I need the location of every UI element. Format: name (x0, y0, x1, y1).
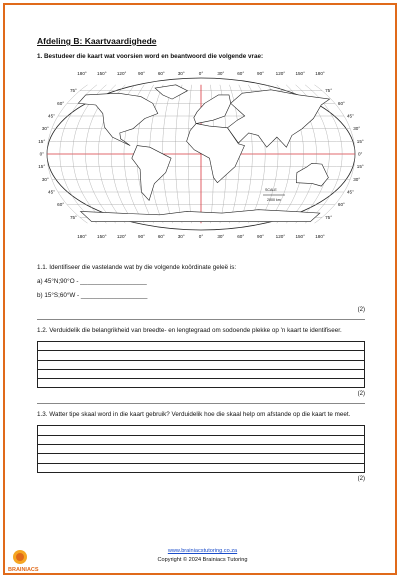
divider (37, 319, 365, 320)
question-1-2-marks: (2) (357, 391, 365, 398)
top-longitude-label: 90° (257, 71, 264, 76)
top-longitude-label: 180° (77, 71, 87, 76)
question-1-1-marks: (2) (357, 307, 365, 313)
answer-line[interactable] (38, 454, 364, 463)
left-latitude-label: 0° (39, 151, 44, 157)
answer-line[interactable] (38, 436, 364, 445)
right-latitude-label: 30° (353, 176, 361, 182)
scale-label: SCALE (265, 188, 277, 192)
world-map-graphic (37, 66, 365, 241)
right-latitude-label: 45° (347, 113, 354, 119)
bottom-longitude-label: 180° (77, 234, 87, 239)
logo-text: BRAINIACS (8, 567, 39, 573)
answer-line[interactable] (38, 361, 364, 370)
question-1-1-b: b) 15°S;60°W - ___________________ (37, 292, 148, 299)
website-link[interactable]: www.brainiacstutoring.co.za (167, 548, 238, 554)
answer-line[interactable] (38, 351, 364, 360)
answer-line[interactable] (38, 464, 364, 472)
bottom-longitude-label: 90° (257, 234, 264, 239)
answer-line[interactable] (38, 379, 364, 387)
left-latitude-label: 75° (69, 88, 77, 94)
question-1-prompt: 1. Bestudeer die kaart wat voorsien word en beantwoord die volgende vrae: (37, 53, 264, 60)
bottom-longitude-label: 120° (275, 234, 286, 239)
top-longitude-label: 150° (97, 71, 107, 76)
left-latitude-label: 75° (69, 214, 77, 220)
left-latitude-label: 45° (48, 189, 55, 195)
answer-line[interactable] (38, 370, 364, 379)
answer-line[interactable] (38, 426, 364, 435)
top-longitude-label: 30° (217, 71, 225, 76)
left-latitude-label: 30° (41, 176, 49, 182)
bottom-longitude-label: 30° (177, 234, 185, 239)
top-longitude-label: 120° (275, 71, 286, 76)
top-longitude-label: 150° (295, 71, 305, 76)
footer-copyright: Copyright © 2024 Brainiacs Tutoring (157, 557, 248, 563)
bottom-longitude-label: 60° (237, 234, 245, 239)
bottom-longitude-label: 120° (116, 234, 127, 239)
bottom-longitude-label: 90° (138, 234, 145, 239)
right-latitude-label: 30° (353, 126, 361, 132)
question-1-3-prompt: 1.3. Watter tipe skaal word in die kaart gebruik? Verduidelik hoe die skaal help om afstande op die kaart te meet. (37, 411, 351, 419)
top-longitude-label: 180° (315, 71, 325, 76)
left-latitude-label: 15° (38, 164, 46, 170)
right-latitude-label: 75° (325, 88, 333, 94)
top-longitude-label: 0° (198, 71, 204, 76)
left-latitude-label: 45° (48, 113, 55, 119)
right-latitude-label: 45° (347, 189, 354, 195)
top-longitude-label: 30° (177, 71, 185, 76)
bottom-longitude-label: 150° (295, 234, 305, 239)
divider (37, 403, 365, 404)
question-1-2-answer-box[interactable] (37, 341, 365, 388)
right-latitude-label: 60° (337, 202, 345, 208)
left-latitude-label: 30° (41, 126, 49, 132)
right-latitude-label: 60° (337, 100, 345, 106)
footer-url[interactable] (0, 548, 405, 554)
left-latitude-label: 15° (38, 138, 46, 144)
top-longitude-label: 90° (138, 71, 145, 76)
top-longitude-label: 60° (157, 71, 165, 76)
answer-line[interactable] (38, 445, 364, 454)
bottom-longitude-label: 30° (217, 234, 225, 239)
scale-value: 2000 km (267, 198, 281, 202)
top-longitude-label: 120° (116, 71, 127, 76)
bottom-longitude-label: 60° (157, 234, 165, 239)
right-latitude-label: 75° (325, 214, 333, 220)
worksheet-content (37, 36, 365, 482)
question-1-1-prompt: 1.1. Identifiseer die vastelande wat by die volgende koördinate geleë is: (37, 264, 237, 271)
left-latitude-label: 60° (57, 100, 65, 106)
right-latitude-label: 0° (358, 151, 363, 157)
top-longitude-label: 60° (237, 71, 245, 76)
right-latitude-label: 15° (356, 164, 364, 170)
world-map (37, 66, 365, 241)
question-1-2-prompt: 1.2. Verduidelik die belangrikheid van breedte- en lengtegraad om sodoende plekke op 'n kaart te identifiseer. (37, 327, 342, 334)
left-latitude-label: 60° (57, 202, 65, 208)
answer-line[interactable] (38, 342, 364, 351)
bottom-longitude-label: 150° (97, 234, 107, 239)
section-title: Afdeling B: Kaartvaardighede (37, 36, 157, 46)
bottom-longitude-label: 180° (315, 234, 325, 239)
bottom-longitude-label: 0° (198, 234, 204, 239)
right-latitude-label: 15° (356, 138, 364, 144)
question-1-3-marks: (2) (357, 475, 365, 482)
question-1-1-a: a) 45°N;90°O - ___________________ (37, 278, 147, 285)
question-1-3-answer-box[interactable] (37, 425, 365, 472)
